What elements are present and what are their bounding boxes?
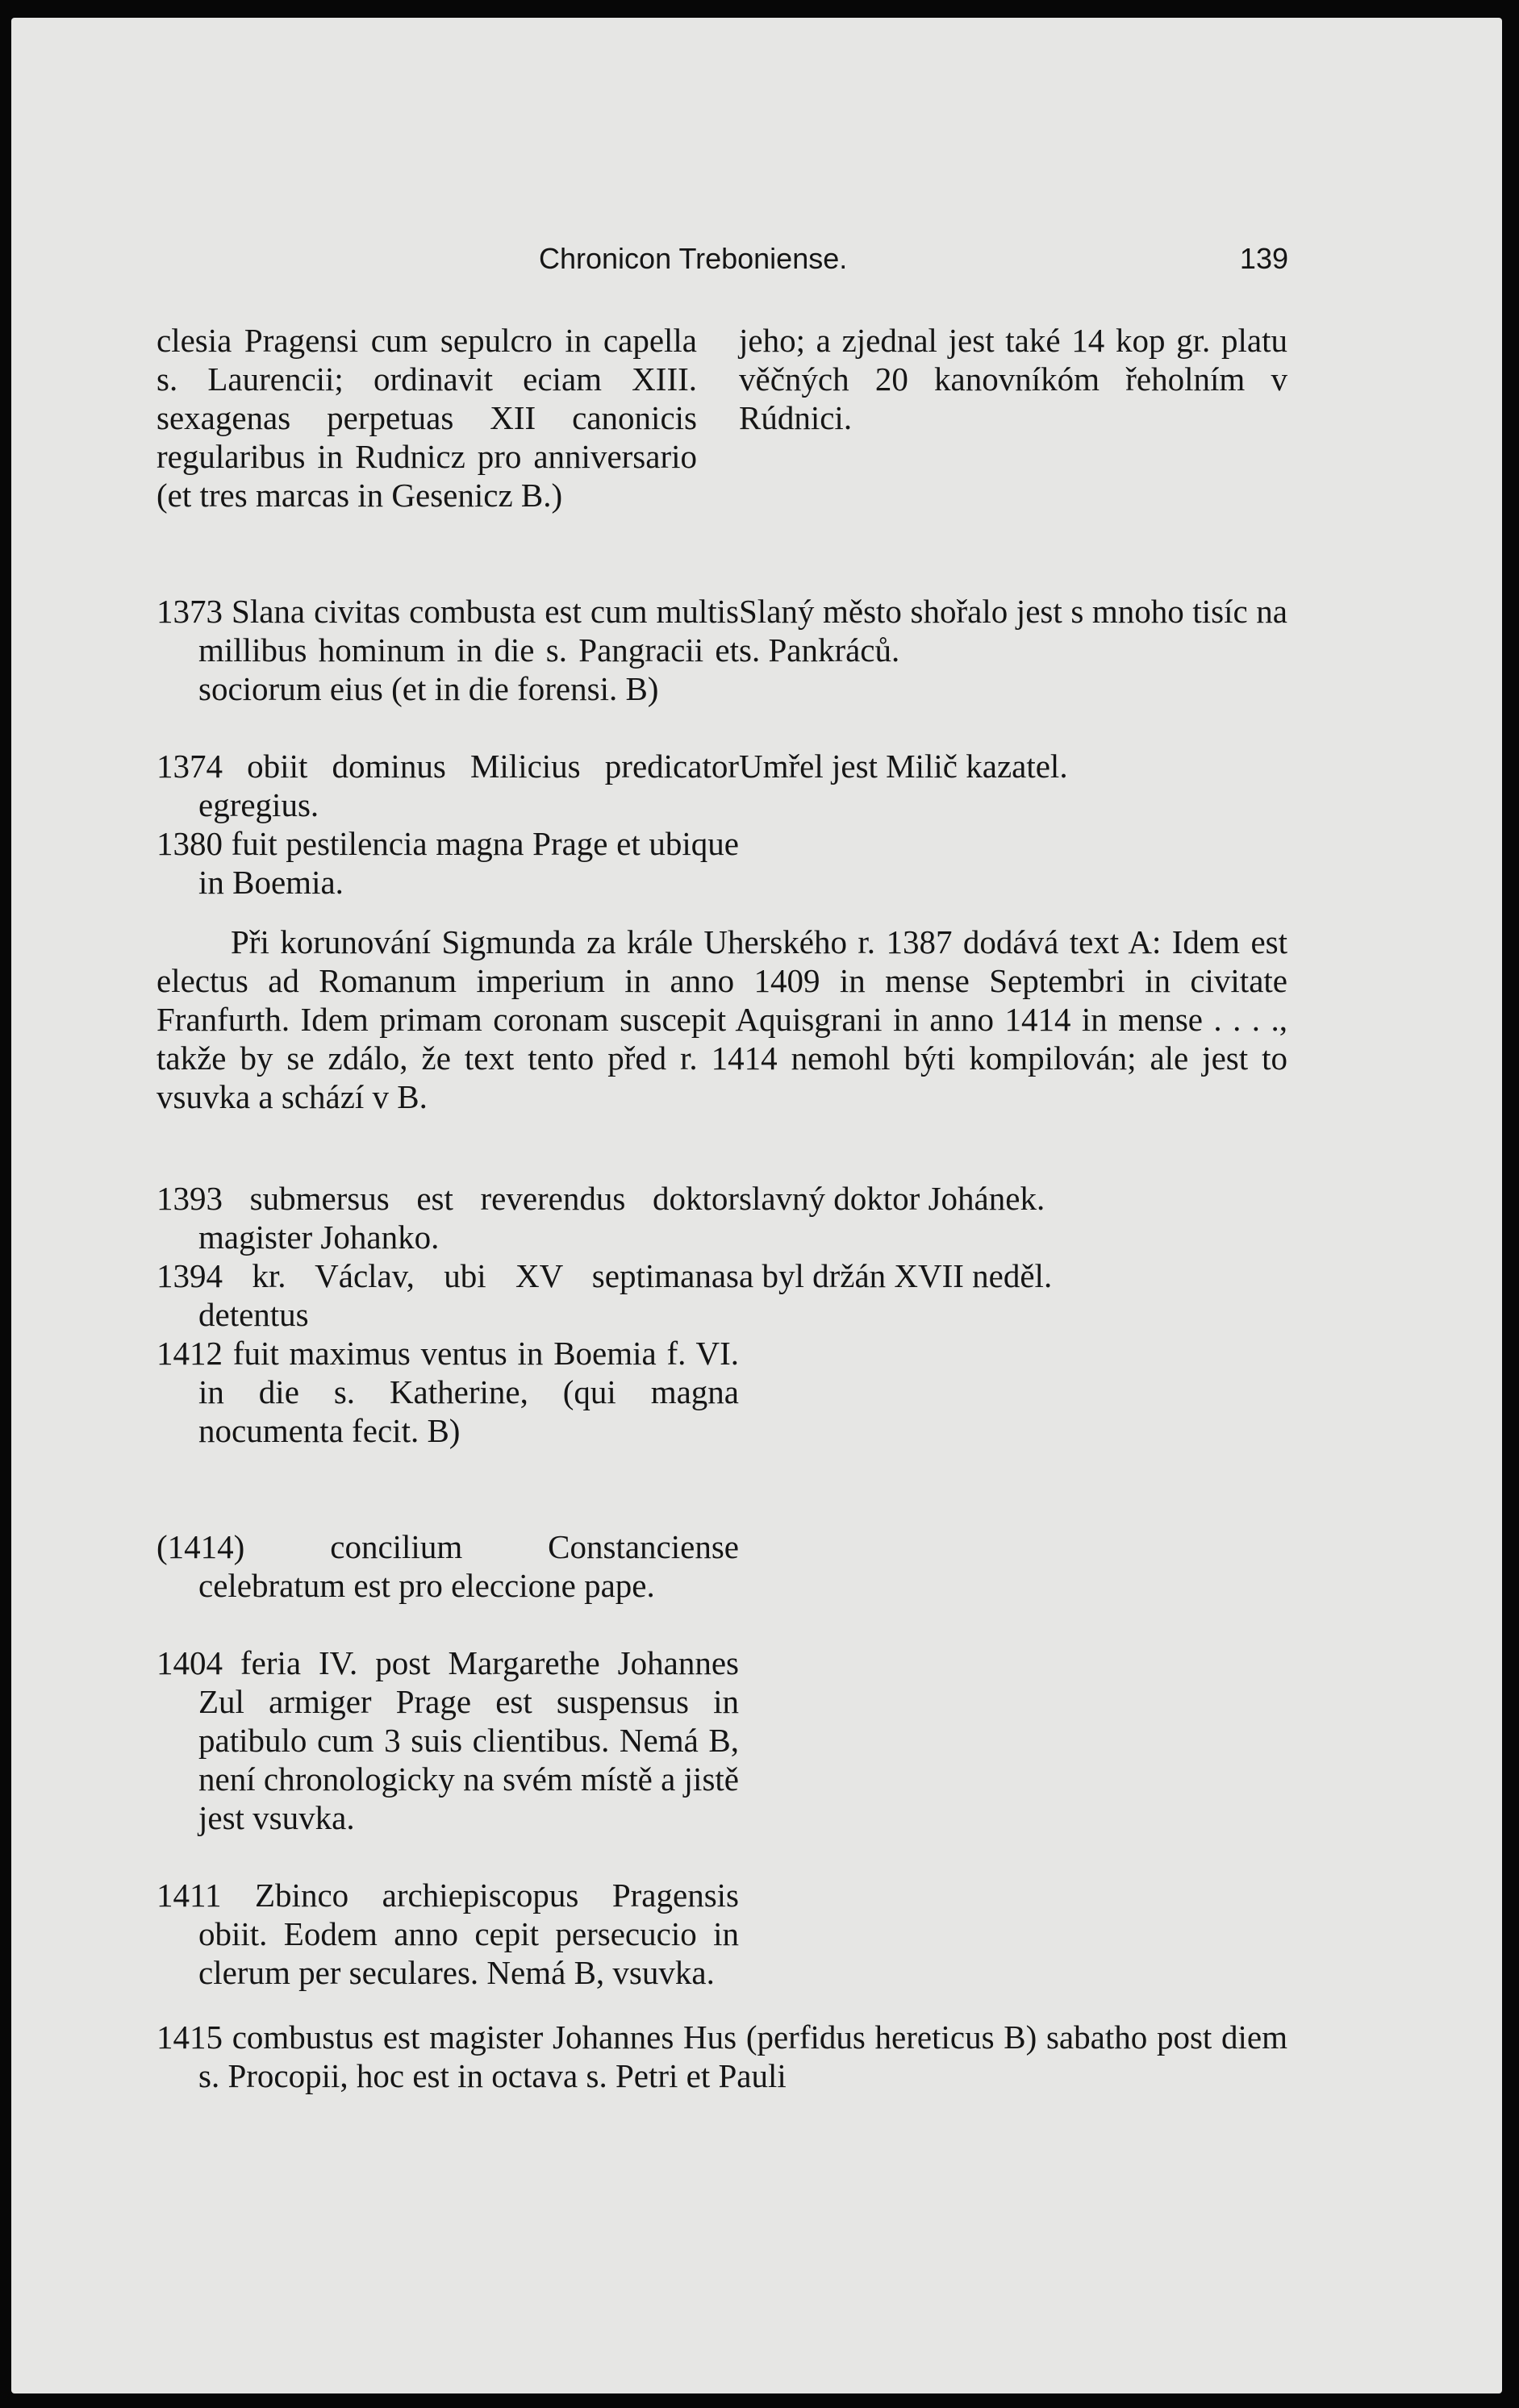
czech-continuation: jeho; a zjednal jest také 14 kop gr. platu věčných 20 kanovníkóm řeholním v Rúdnici. [739,322,1287,436]
editorial-note [156,923,1287,1116]
latin-continuation: clesia Pragensi cum sepulcro in capella s. Laurencii; ordinavit eciam XIII. sexagenas perpetuas XII canonicis regularibus in Rudnicz pro anniversario (et tres marcas in Gesenicz B.) [156,322,697,514]
latin-entry-1393: 1393 submersus est reverendus doktor magister Johanko. [156,1180,739,1256]
running-title: Chronicon Treboniense. [539,242,848,275]
latin-entry-1374: 1374 obiit dominus Milicius predicator egregius. [156,748,739,823]
latin-entry-1394: 1394 kr. Václav, ubi XV septimanas detentus [156,1257,739,1333]
latin-entry-1411: 1411 Zbinco archiepiscopus Pragensis obiit. Eodem anno cepit persecucio in clerum per seculares. Nemá B, vsuvka. [156,1877,739,1991]
czech-entry-1374: Umřel jest Milič kazatel. [739,748,1068,785]
left-column-1 [156,321,739,901]
latin-entry-1373: 1373 Slana civitas combusta est cum multis millibus hominum in die s. Pangracii et sociorum eius (et in die forensi. B) [156,593,739,707]
latin-entry-1404: 1404 feria IV. post Margarethe Johannes Zul armiger Prage est suspensus in patibulo cum 3 suis clientibus. Nemá B, není chronologicky na svém místě a jistě jest vsuvka. [156,1644,739,1836]
czech-entry-1393: slavný doktor Johánek. [739,1180,1045,1217]
note-paragraph: Při korunování Sigmunda za krále Uherského r. 1387 dodává text A: Idem est electus ad Romanum imperium in anno 1409 in mense Septembri in civitate Franfurth. Idem primam coronam suscepit Aquisgrani in anno 1414 in mense . . . ., takže by se zdálo, že text tento před r. 1414 nemohl býti kompilován; ale jest to vsuvka a schází v B. [156,923,1287,1115]
czech-entry-1373: Slaný město shořalo jest s mnoho tisíc na s. Pankráců. [739,593,1287,669]
page-number: 139 [1239,242,1288,275]
latin-entry-1380: 1380 fuit pestilencia magna Prage et ubique in Boemia. [156,825,739,901]
latin-entry-1415: 1415 combustus est magister Johannes Hus (perfidus hereticus B) sabatho post diem s. Procopii, hoc est in octava s. Petri et Pauli [156,2018,1287,2094]
latin-entry-1412: 1412 fuit maximus ventus in Boemia f. VI. in die s. Katherine, (qui magna nocumenta fecit. B) [156,1335,739,1449]
czech-entry-1394: a byl držán XVII neděl. [739,1257,1053,1294]
final-entry [156,2018,1287,2095]
latin-entry-1414: (1414) concilium Constanciense celebratum est pro eleccione pape. [156,1528,739,1604]
